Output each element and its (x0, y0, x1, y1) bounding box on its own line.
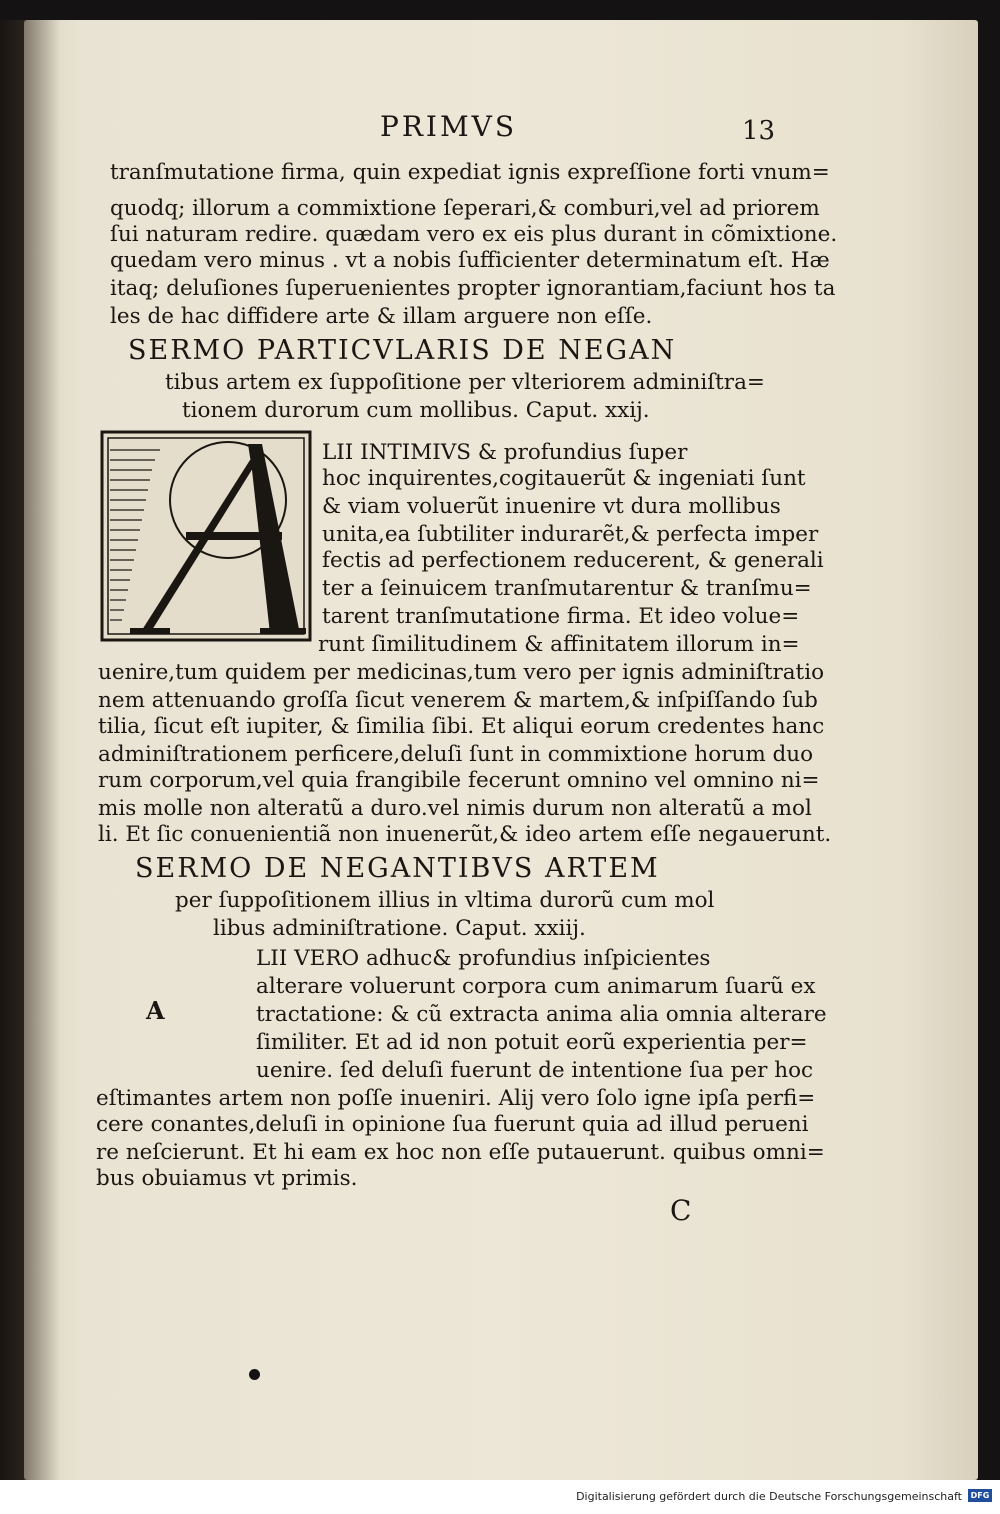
text-line: alterare voluerunt corpora cum animarum ſuarũ ex (256, 974, 816, 999)
running-title: PRIMVS (380, 110, 518, 143)
text-line: hoc inquirentes,cogitauerũt & ingeniati ſunt (322, 466, 806, 491)
text-line: LII INTIMIVS & profundius ſuper (322, 440, 688, 465)
footer-bar (0, 1480, 1000, 1514)
text-line: re neſcierunt. Et hi eam ex hoc non eſſe putauerunt. quibus omni= (96, 1140, 825, 1165)
text-line: itaq; deluſiones ſuperuenientes propter ignorantiam,faciunt hos ta (110, 276, 836, 301)
section-subheading: tibus artem ex ſuppoſitione per vlteriorem adminiſtra= (165, 370, 765, 395)
text-line: eſtimantes artem non poſſe inueniri. Alij vero ſolo igne ipſa perfi= (96, 1086, 816, 1111)
text-line: tilia, ſicut eſt iupiter, & ſimilia ſibi. Et aliqui eorum credentes hanc (98, 714, 825, 739)
section-subheading: per ſuppoſitionem illius in vltima durorũ cum mol (175, 888, 715, 913)
section-heading: SERMO DE NEGANTIBVS ARTEM (135, 853, 660, 884)
guide-letter: A (146, 996, 165, 1025)
text-line: LII VERO adhuc& profundius inſpicientes (256, 946, 711, 971)
text-line: uenire. ſed deluſi fuerunt de intentione ſua per hoc (256, 1058, 814, 1083)
text-line: cere conantes,deluſi in opinione ſua fuerunt quia ad illud perueni (96, 1112, 809, 1137)
text-line: unita,ea ſubtiliter indurarẽt,& perfecta imper (322, 522, 819, 547)
folio-number: 13 (742, 116, 776, 146)
text-line: ſui naturam redire. quædam vero ex eis plus durant in cõmixtione. (110, 222, 838, 247)
text-line: tractatione: & cũ extracta anima alia omnia alterare (256, 1002, 827, 1027)
signature-mark: C (670, 1194, 692, 1227)
ink-spot (249, 1369, 260, 1380)
funding-credit: Digitalisierung gefördert durch die Deutsche Forschungsgemeinschaft (576, 1490, 962, 1503)
text-line: fectis ad perfectionem reducerent, & generali (322, 548, 824, 573)
text-line: li. Et ſic conuenientiã non inuenerũt,& ideo artem eſſe negauerunt. (98, 822, 832, 847)
text-line: uenire,tum quidem per medicinas,tum vero per ignis adminiſtratio (98, 660, 825, 685)
text-line: bus obuiamus vt primis. (96, 1166, 358, 1191)
text-line: nem attenuando groſſa ſicut venerem & martem,& inſpiſſando ſub (98, 688, 818, 713)
text-line: mis molle non alteratũ a duro.vel nimis durum non alteratũ a mol (98, 796, 812, 821)
text-line: adminiſtrationem perficere,deluſi ſunt in commixtione horum duo (98, 742, 814, 767)
text-line: quodq; illorum a commixtione ſeperari,& comburi,vel ad priorem (110, 196, 820, 221)
text-line: quedam vero minus . vt a nobis ſufficienter determinatum eſt. Hæ (110, 248, 830, 273)
section-subheading: libus adminiſtratione. Caput. xxiij. (213, 916, 586, 941)
text-line: rum corporum,vel quia frangibile fecerunt omnino vel omnino ni= (98, 768, 820, 793)
section-subheading: tionem durorum cum mollibus. Caput. xxij. (182, 398, 650, 423)
text-line: tarent tranſmutatione firma. Et ideo volue= (322, 604, 800, 629)
text-line: tranſmutatione firma, quin expediat ignis expreſſione forti vnum= (110, 160, 830, 185)
text-line: les de hac diffidere arte & illam arguere non eſſe. (110, 304, 653, 329)
woodcut-initial-a (100, 430, 312, 642)
text-line: ter a ſeinuicem tranſmutarentur & tranſmu= (322, 576, 812, 601)
text-line: ſimiliter. Et ad id non potuit eorũ experientia per= (256, 1030, 808, 1055)
text-line: & viam voluerũt inuenire vt dura mollibus (322, 494, 781, 519)
section-heading: SERMO PARTICVLARIS DE NEGAN (128, 335, 677, 366)
text-line: runt ſimilitudinem & affinitatem illorum in= (318, 632, 800, 657)
dfg-logo: DFG (968, 1489, 992, 1502)
